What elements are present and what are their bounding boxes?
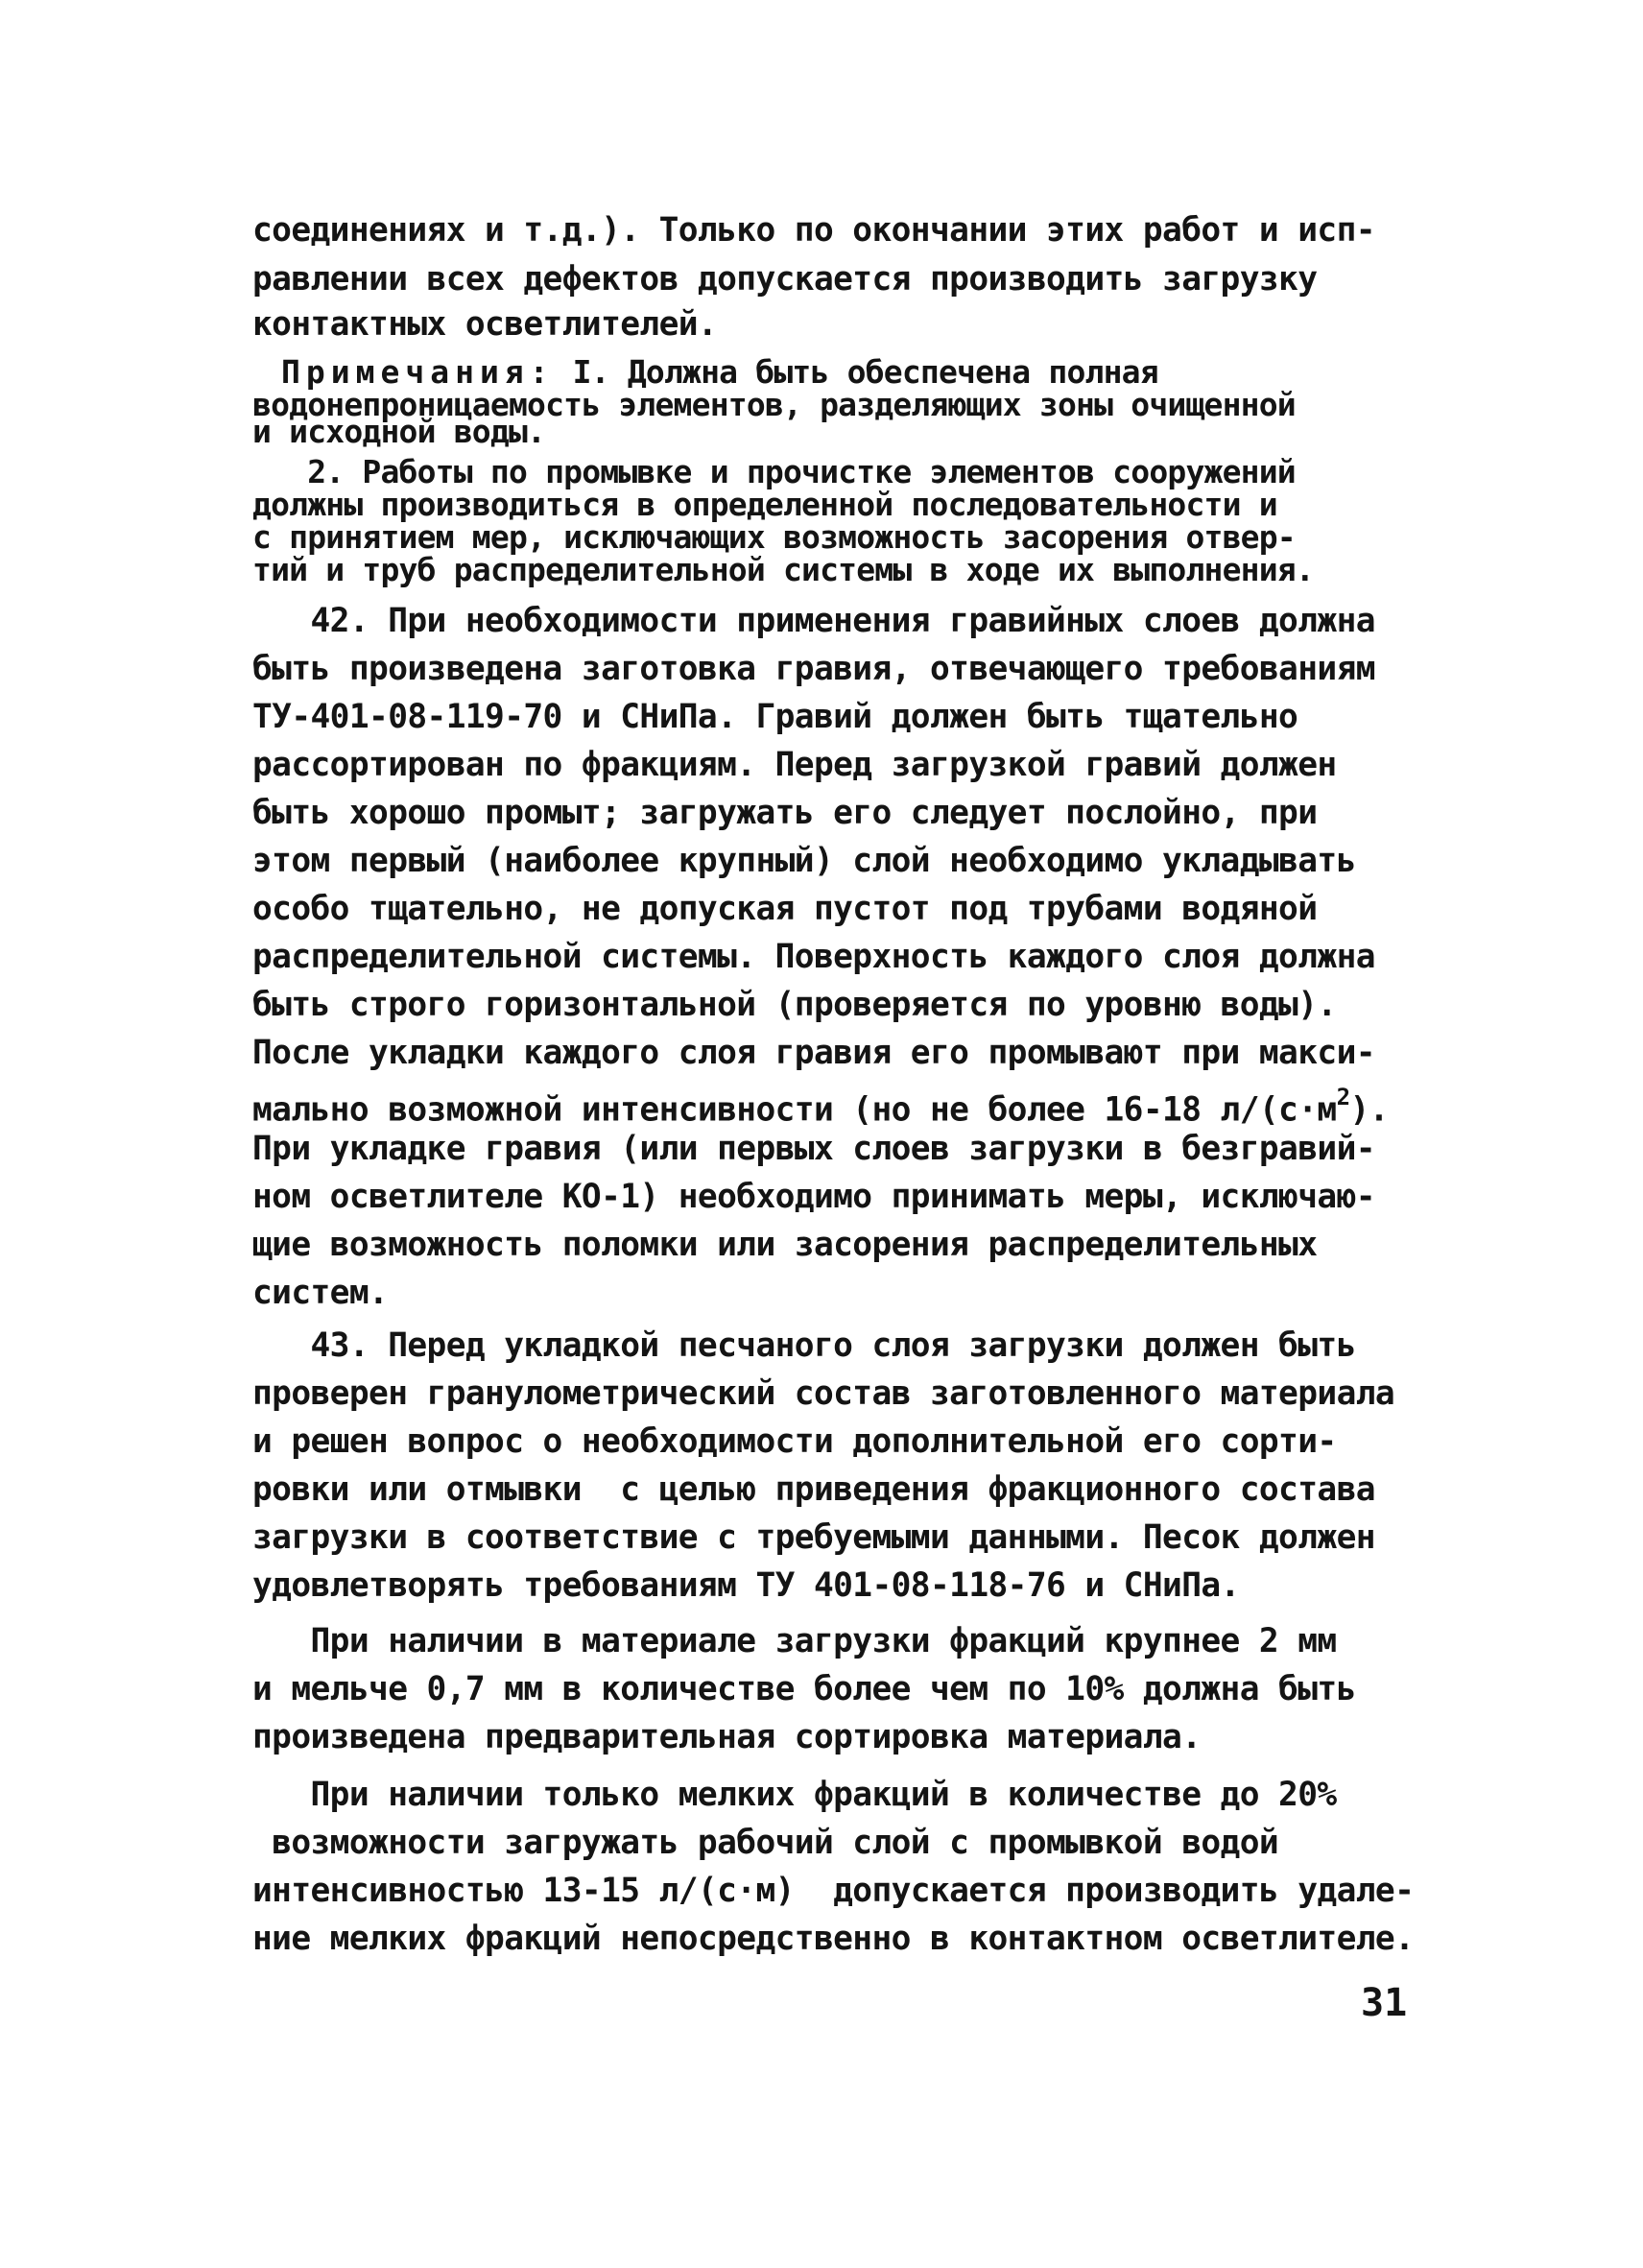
text-line: щие возможность поломки или засорения распределительных bbox=[252, 1226, 1318, 1264]
text-line: соединениях и т.д.). Только по окончании этих работ и исп- bbox=[252, 211, 1375, 250]
text-line: быть строго горизонтальной (проверяется по уровню воды). bbox=[252, 986, 1337, 1024]
text-line: контактных осветлителей. bbox=[252, 305, 718, 344]
text-line: 42. При необходимости применения гравийных слоев должна bbox=[252, 602, 1375, 640]
text-line: 43. Перед укладкой песчаного слоя загрузки должен быть bbox=[252, 1326, 1356, 1365]
text-line: ТУ-401-08-119-70 и СНиПа. Гравий должен быть тщательно bbox=[252, 698, 1298, 736]
note-line: должны производиться в определенной последовательности и bbox=[252, 486, 1277, 523]
text-line: систем. bbox=[252, 1274, 389, 1312]
text-segment: ). bbox=[1349, 1090, 1389, 1130]
note-line: I. Должна быть обеспечена полная bbox=[554, 353, 1158, 391]
note-heading-line bbox=[281, 353, 1158, 391]
text-line: и решен вопрос о необходимости дополнительной его сорти- bbox=[252, 1422, 1337, 1461]
text-line: загрузки в соответствие с требуемыми данными. Песок должен bbox=[252, 1518, 1375, 1557]
text-line: После укладки каждого слоя гравия его промывают при макси- bbox=[252, 1034, 1375, 1072]
text-line: проверен гранулометрический состав заготовленного материала bbox=[252, 1374, 1395, 1413]
note-line: тий и труб распределительной системы в ходе их выполнения. bbox=[252, 551, 1314, 588]
text-segment: мально возможной интенсивности (но не более 16-18 л/(с·м bbox=[252, 1090, 1337, 1130]
text-line: интенсивностью 13-15 л/(с·м) допускается производить удале- bbox=[252, 1872, 1415, 1910]
note-line: водонепроницаемость элементов, разделяющих зоны очищенной bbox=[252, 386, 1296, 423]
note-line: и исходной воды. bbox=[252, 413, 546, 450]
superscript: 2 bbox=[1336, 1084, 1350, 1110]
text-line: быть произведена заготовка гравия, отвечающего требованиям bbox=[252, 650, 1375, 688]
note-line: с принятием мер, исключающих возможность засорения отвер- bbox=[252, 518, 1296, 556]
text-line: и мельче 0,7 мм в количестве более чем по 10% должна быть bbox=[252, 1670, 1356, 1708]
text-line: удовлетворять требованиям ТУ 401-08-118-76 и СНиПа. bbox=[252, 1566, 1240, 1605]
text-line: быть хорошо промыт; загружать его следует послойно, при bbox=[252, 794, 1318, 832]
text-line: При наличии только мелких фракций в количестве до 20% bbox=[252, 1776, 1337, 1814]
text-line bbox=[252, 1082, 1389, 1130]
text-line: ровки или отмывки с целью приведения фракционного состава bbox=[252, 1470, 1375, 1509]
text-line: возможности загружать рабочий слой с промывкой водой bbox=[252, 1824, 1279, 1862]
text-line: ние мелких фракций непосредственно в контактном осветлителе. bbox=[252, 1920, 1415, 1958]
text-line: этом первый (наиболее крупный) слой необходимо укладывать bbox=[252, 842, 1356, 880]
text-line: особо тщательно, не допуская пустот под трубами водяной bbox=[252, 890, 1318, 928]
text-line: произведена предварительная сортировка материала. bbox=[252, 1718, 1202, 1756]
text-line: рассортирован по фракциям. Перед загрузкой гравий должен bbox=[252, 746, 1337, 784]
text-line: равлении всех дефектов допускается производить загрузку bbox=[252, 260, 1318, 298]
text-line: При укладке гравия (или первых слоев загрузки в безгравий- bbox=[252, 1130, 1375, 1168]
text-line: При наличии в материале загрузки фракций крупнее 2 мм bbox=[252, 1622, 1337, 1660]
note-heading: Примечания: bbox=[281, 353, 555, 391]
note-line: 2. Работы по промывке и прочистке элементов сооружений bbox=[252, 453, 1296, 490]
page-number: 31 bbox=[1361, 1981, 1408, 2025]
text-line: распределительной системы. Поверхность каждого слоя должна bbox=[252, 938, 1375, 976]
text-line: ном осветлителе КО-1) необходимо принимать меры, исключаю- bbox=[252, 1178, 1375, 1216]
